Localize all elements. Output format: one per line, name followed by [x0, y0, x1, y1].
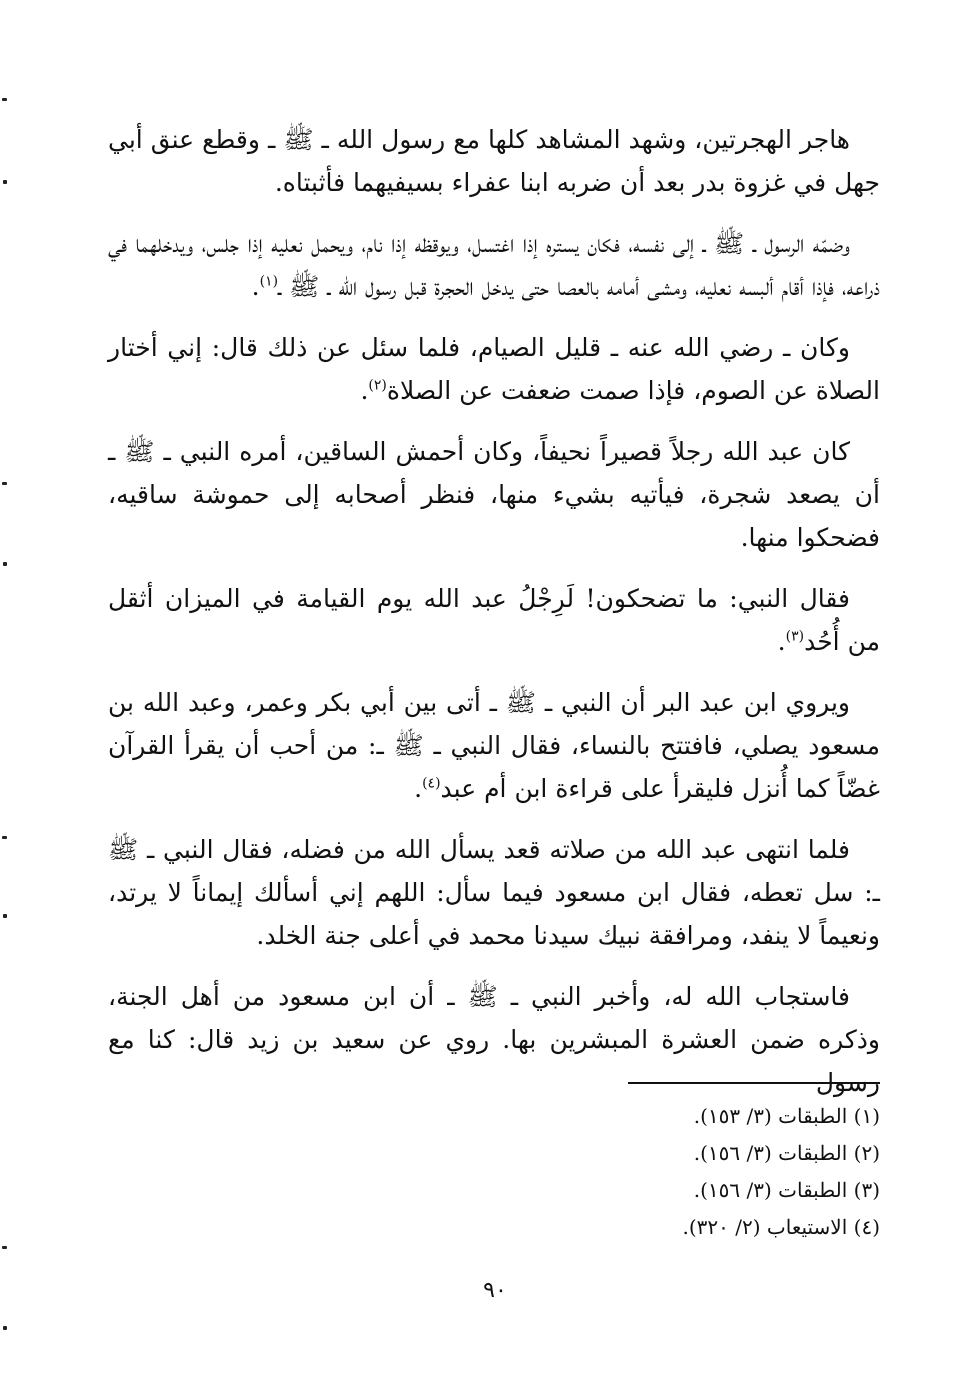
- paragraph-5: [108, 577, 880, 663]
- paragraph-7-text: فلما انتهى عبد الله من صلاته قعد يسأل الله من فضله، فقال النبي ـ ﷺ ـ: سل تعطه، فقال ابن مسعود فيما سأل: اللهم إني أسألك إيماناً لا يرتد، ونعيماً لا ينفد، ومرافقة نبيك سيدنا محمد في أعلى جنة الخلد.: [108, 835, 880, 950]
- paragraph-3-end: .: [360, 376, 369, 405]
- paragraph-7: [108, 828, 880, 957]
- footnote-3: (٣) الطبقات (٣/ ١٥٦).: [693, 1178, 880, 1202]
- footnote-4: (٤) الاستيعاب (٢/ ٣٢٠).: [682, 1215, 880, 1239]
- scan-mark: [2, 1246, 7, 1249]
- scan-mark: [3, 1326, 7, 1330]
- footnote-2: (٢) الطبقات (٣/ ١٥٦).: [693, 1141, 880, 1165]
- scan-mark: [2, 482, 7, 485]
- scan-mark: [3, 914, 7, 918]
- paragraph-2-end: .: [251, 272, 260, 301]
- paragraph-5-text: فقال النبي: ما تضحكون! لَرِجْلُ عبد الله يوم القيامة في الميزان أثقل من أُحُد: [108, 584, 880, 656]
- paragraph-1: [108, 118, 880, 204]
- scan-mark: [2, 98, 7, 101]
- paragraph-8-text: فاستجاب الله له، وأخبر النبي ـ ﷺ ـ أن ابن مسعود من أهل الجنة، وذكره ضمن العشرة المبشرين بها. روي عن سعيد بن زيد قال: كنا مع رسول: [108, 982, 880, 1097]
- scan-mark: [2, 836, 7, 839]
- footnote-1: (١) الطبقات (٣/ ١٥٣).: [693, 1104, 880, 1128]
- paragraph-2-text: وضمّه الرسول ـ ﷺ ـ إلى نفسه، فكان يستره إذا اغتسل، ويوقظه إذا نام، ويحمل نعليه إذا جلس، ويدخلهما في ذراعه، فإذا أقام ألبسه نعليه، ومشى أمامه بالعصا حتى يدخل الحجرة قبل رسول الله ـ ﷺ ـ: [108, 229, 880, 301]
- paragraph-6-text: ويروي ابن عبد البر أن النبي ـ ﷺ ـ أتى بين أبي بكر وعمر، وعبد الله بن مسعود يصلي، فافتتح بالنساء، فقال النبي ـ ﷺ ـ: من أحب أن يقرأ القرآن غضّاً كما أُنزل فليقرأ على قراءة ابن أم عبد: [108, 688, 880, 803]
- footnote-ref-2: (٢): [368, 377, 387, 394]
- paragraph-8: [108, 975, 880, 1104]
- scan-mark: [3, 180, 7, 184]
- scan-mark: [3, 562, 7, 566]
- paragraph-5-end: .: [777, 627, 786, 656]
- page-number: ٩٠: [483, 1278, 507, 1303]
- paragraph-6: [108, 681, 880, 810]
- paragraph-3: [108, 326, 880, 412]
- main-text: [108, 118, 880, 1122]
- paragraph-4: [108, 430, 880, 559]
- paragraph-6-end: .: [414, 774, 423, 803]
- footnote-ref-1: (١): [259, 273, 279, 290]
- paragraph-4-text: كان عبد الله رجلاً قصيراً نحيفاً، وكان أحمش الساقين، أمره النبي ـ ﷺ ـ أن يصعد شجرة، فيأتيه بشيء منها، فنظر أصحابه إلى حموشة ساقيه، فضحكوا منها.: [108, 437, 880, 552]
- footnotes-list: [500, 1098, 880, 1246]
- paragraph-1-text: هاجر الهجرتين، وشهد المشاهد كلها مع رسول الله ـ ﷺ ـ وقطع عنق أبي جهل في غزوة بدر بعد أن ضربه ابنا عفراء بسيفيهما فأثبتاه.: [108, 125, 880, 197]
- paragraph-3-text: وكان ـ رضي الله عنه ـ قليل الصيام، فلما سئل عن ذلك قال: إني أختار الصلاة عن الصوم، فإذا صمت ضعفت عن الصلاة: [108, 333, 880, 405]
- paragraph-2: [108, 222, 880, 308]
- footnote-ref-3: (٣): [785, 628, 805, 645]
- footnote-separator: [628, 1082, 880, 1084]
- footnote-ref-4: (٤): [422, 775, 441, 792]
